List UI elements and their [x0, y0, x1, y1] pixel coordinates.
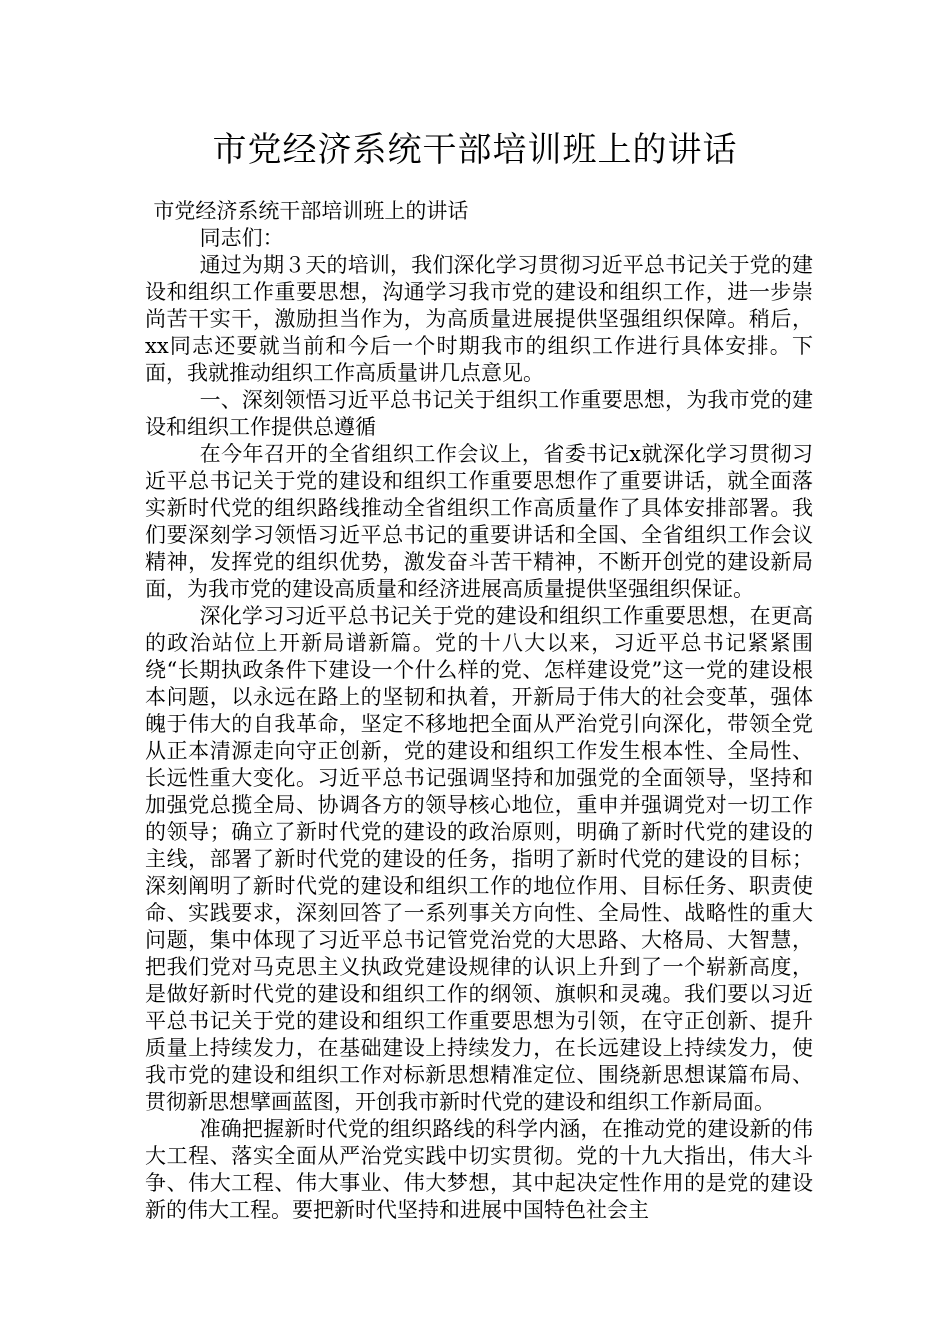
document-body	[145, 198, 813, 1224]
document-title: 市党经济系统干部培训班上的讲话	[212, 130, 738, 170]
section-heading-1: 一、深刻领悟习近平总书记关于组织工作重要思想，为我市党的建设和组织工作提供总遵循	[145, 388, 813, 439]
paragraph: 准确把握新时代党的组织路线的科学内涵，在推动党的建设新的伟大工程、落实全面从严治党实践中切实贯彻。党的十九大指出，伟大斗争、伟大工程、伟大事业、伟大梦想，其中起决定性作用的是党的建设新的伟大工程。要把新时代坚持和进展中国特色社会主	[145, 1117, 813, 1222]
paragraph: 在今年召开的全省组织工作会议上，省委书记x就深化学习贯彻习近平总书记关于党的建设和组织工作重要思想作了重要讲话，就全面落实新时代党的组织路线推动全省组织工作高质量作了具体安排部署。我们要深刻学习领悟习近平总书记的重要讲话和全国、全省组织工作会议精神，发挥党的组织优势，激发奋斗苦干精神，不断开创党的建设新局面，为我市党的建设高质量和经济进展高质量提供坚强组织保证。	[145, 442, 813, 601]
document-subtitle: 市党经济系统干部培训班上的讲话	[153, 199, 469, 223]
paragraph: 深化学习习近平总书记关于党的建设和组织工作重要思想，在更高的政治站位上开新局谱新篇。党的十八大以来，习近平总书记紧紧围绕“长期执政条件下建设一个什么样的党、怎样建设党”这一党的建设根本问题，以永远在路上的坚韧和执着，开新局于伟大的社会变革，强体魄于伟大的自我革命，坚定不移地把全面从严治党引向深化，带领全党从正本清源走向守正创新，党的建设和组织工作发生根本性、全局性、长远性重大变化。习近平总书记强调坚持和加强党的全面领导，坚持和加强党总揽全局、协调各方的领导核心地位，重申并强调党对一切工作的领导；确立了新时代党的建设的政治原则，明确了新时代党的建设的主线，部署了新时代党的建设的任务，指明了新时代党的建设的目标；深刻阐明了新时代党的建设和组织工作的地位作用、目标任务、职责使命、实践要求，深刻回答了一系列事关方向性、全局性、战略性的重大问题，集中体现了习近平总书记管党治党的大思路、大格局、大智慧，把我们党对马克思主义执政党建设规律的认识上升到了一个崭新高度，是做好新时代党的建设和组织工作的纲领、旗帜和灵魂。我们要以习近平总书记关于党的建设和组织工作重要思想为引领，在守正创新、提升质量上持续发力，在基础建设上持续发力，在长远建设上持续发力，使我市党的建设和组织工作对标新思想精准定位、围绕新思想谋篇布局、贯彻新思想擘画蓝图，开创我市新时代党的建设和组织工作新局面。	[145, 604, 813, 1114]
salutation: 同志们：	[199, 226, 284, 250]
paragraph-intro: 通过为期３天的培训，我们深化学习贯彻习近平总书记关于党的建设和组织工作重要思想，沟通学习我市党的建设和组织工作，进一步崇尚苦干实干，激励担当作为，为高质量进展提供坚强组织保障。稍后，xx同志还要就当前和今后一个时期我市的组织工作进行具体安排。下面，我就推动组织工作高质量讲几点意见。	[145, 253, 813, 385]
